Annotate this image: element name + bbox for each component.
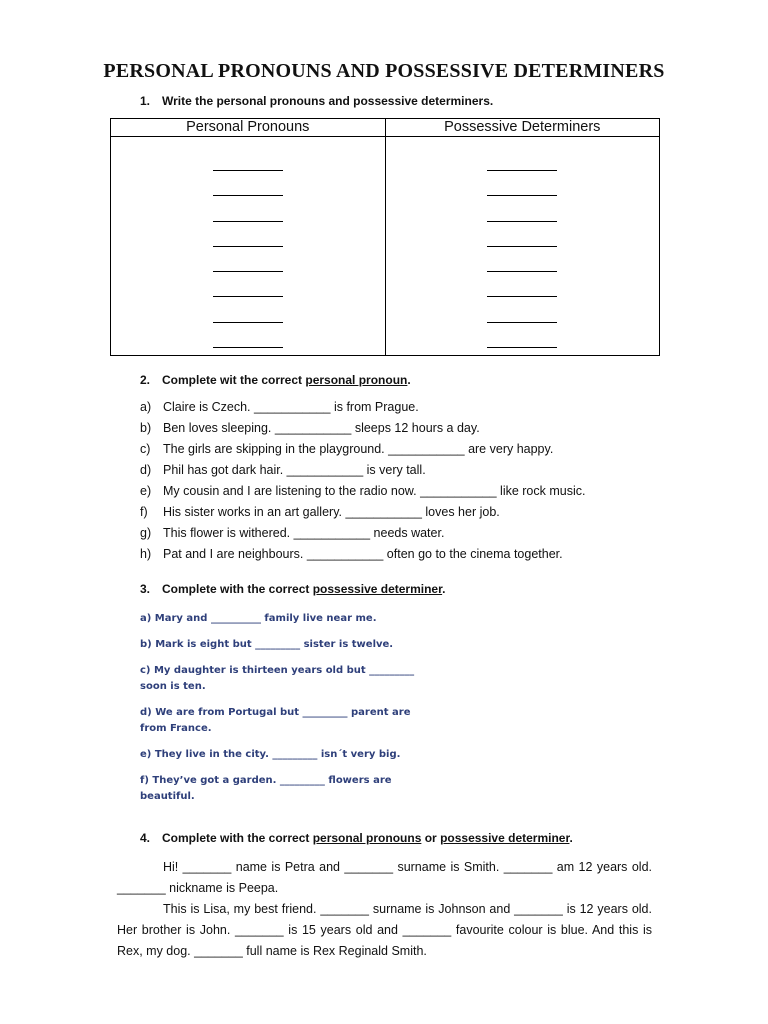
item-text: His sister works in an art gallery. ___________ loves her job. [163,505,500,519]
blank-line[interactable] [487,272,557,297]
blank-line[interactable] [213,171,283,196]
list-item [140,503,585,524]
item-text: c) My daughter is thirteen years old but _________ [140,665,415,676]
list-item [140,419,585,440]
blank-line[interactable] [213,297,283,322]
question-3-keyword: possessive determiner [312,582,443,596]
list-item [140,545,585,566]
question-3-list [140,611,420,815]
blank-line[interactable] [213,247,283,272]
question-1-text: Write the personal pronouns and possessive determiners. [162,94,494,108]
question-4-period: . [569,831,573,845]
list-item [140,663,420,695]
item-text: Phil has got dark hair. ___________ is very tall. [163,463,426,477]
item-text: f) They’ve got a garden. _________ flowers are [140,775,392,786]
blank-line[interactable] [213,323,283,348]
blank-line[interactable] [487,297,557,322]
blank-line[interactable] [213,272,283,297]
item-text: Claire is Czech. ___________ is from Prague. [163,400,419,414]
page-title: PERSONAL PRONOUNS AND POSSESSIVE DETERMINERS [103,60,665,82]
header-personal-pronouns: Personal Pronouns [111,119,386,137]
blank-line[interactable] [213,158,283,171]
list-item [140,440,585,461]
question-1-number: 1. [140,94,151,108]
list-item [140,398,585,419]
item-label: e) [140,484,152,498]
item-text: The girls are skipping in the playground. ___________ are very happy. [163,442,554,456]
passage-paragraph-1: Hi! _______ name is Petra and _______ surname is Smith. _______ am 12 years old. _______ nickname is Peepa. [117,860,652,895]
question-3-heading [140,582,445,596]
item-text: e) They live in the city. _________ isn´t very big. [140,749,401,760]
item-label: c) [140,442,151,456]
item-text: d) We are from Portugal but _________ parent are [140,707,411,718]
blank-line[interactable] [213,196,283,221]
item-label: h) [140,547,152,561]
pronoun-table [110,118,660,356]
item-text: This flower is withered. ___________ needs water. [163,526,445,540]
question-4-text: Complete with the correct [162,831,313,845]
personal-pronouns-column [111,137,386,356]
item-label: b) [140,421,152,435]
item-text-continued: from France. [140,723,212,734]
list-item [140,637,420,653]
item-text-continued: beautiful. [140,791,195,802]
question-2-text: Complete wit the correct [162,373,306,387]
question-4-keyword-2: possessive determiner [440,831,570,845]
list-item [140,747,420,763]
list-item [140,705,420,737]
blank-line[interactable] [487,247,557,272]
item-text: b) Mark is eight but _________ sister is twelve. [140,639,394,650]
question-4-passage [117,857,652,962]
blank-line[interactable] [487,196,557,221]
question-4-number: 4. [140,831,151,845]
item-label: g) [140,526,152,540]
list-item [140,482,585,503]
blank-line[interactable] [487,158,557,171]
question-3-text: Complete with the correct [162,582,313,596]
question-2-number: 2. [140,373,151,387]
passage-paragraph-2: This is Lisa, my best friend. _______ surname is Johnson and _______ is 12 years old. Her brother is John. _______ is 15 years old and _______ favourite colour is blue. And this is Rex, my dog. _______ full name is Rex Reginald Smith. [117,902,652,958]
blank-line[interactable] [213,222,283,247]
possessive-determiners-column [385,137,660,356]
question-4-keyword-1: personal pronouns [312,831,422,845]
blank-line[interactable] [487,222,557,247]
item-text: My cousin and I are listening to the radio now. ___________ like rock music. [163,484,586,498]
item-text: Ben loves sleeping. ___________ sleeps 12 hours a day. [163,421,480,435]
item-label: f) [140,505,148,519]
header-possessive-determiners: Possessive Determiners [385,119,660,137]
item-text: a) Mary and __________ family live near me. [140,613,377,624]
question-3-number: 3. [140,582,151,596]
list-item [140,611,420,627]
list-item [140,524,585,545]
question-2-heading [140,373,411,387]
question-2-period: . [407,373,411,387]
list-item [140,461,585,482]
question-2-list [140,398,585,566]
question-4-or: or [421,831,441,845]
item-label: d) [140,463,152,477]
item-label: a) [140,400,152,414]
question-2-keyword: personal pronoun [305,373,408,387]
question-4-heading [140,831,573,845]
blank-line[interactable] [487,323,557,348]
question-3-period: . [442,582,446,596]
item-text-continued: soon is ten. [140,681,206,692]
list-item [140,773,420,805]
question-1-heading [140,94,493,108]
blank-line[interactable] [487,171,557,196]
item-text: Pat and I are neighbours. ___________ often go to the cinema together. [163,547,563,561]
